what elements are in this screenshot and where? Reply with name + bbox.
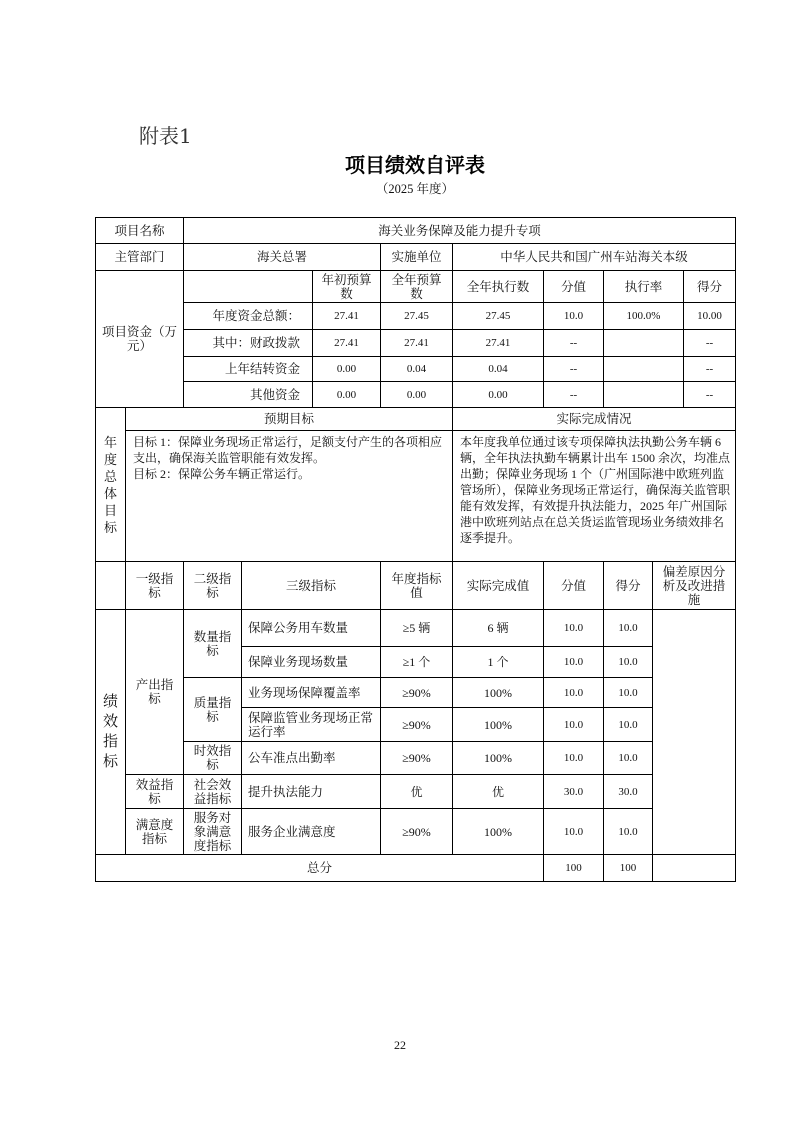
expected-goals-header: 预期目标 [126,408,453,431]
performance-indicators-label: 绩效指标 [103,694,119,770]
funds-header-blank [184,271,313,303]
target-value-cell: ≥90% [381,809,453,855]
indicator-header-target: 年度指标值 [381,562,453,610]
project-name-label: 项目名称 [96,218,184,244]
score-cell: 10.0 [604,678,653,708]
score-value-cell: 10.0 [544,742,604,775]
funds-label: 项目资金（万元） [96,271,184,408]
annual-budget-cell: 27.45 [381,303,453,330]
level2-indicator: 时效指标 [184,742,242,775]
score-value-cell: 10.0 [544,708,604,742]
funds-header-annual-budget: 全年预算数 [381,271,453,303]
indicator-header-level3: 三级指标 [242,562,381,610]
indicator-header-actual: 实际完成值 [453,562,544,610]
score-cell: 10.0 [604,647,653,678]
total-row [96,855,736,882]
level3-indicator: 保障公务用车数量 [242,610,381,647]
self-evaluation-table [95,217,736,882]
actual-value-cell: 100% [453,742,544,775]
execution-rate-cell [604,382,684,408]
actual-value-cell: 100% [453,678,544,708]
score-value-cell: 10.0 [544,678,604,708]
funds-row-label: 其中：财政拨款 [184,330,313,357]
annual-goals-label: 年度总体目标 [104,434,118,535]
indicator-header-deviation: 偏差原因分析及改进措施 [653,562,736,610]
annual-executed-cell: 27.45 [453,303,544,330]
score-cell: 10.0 [604,742,653,775]
funds-row [96,303,736,330]
level2-indicator: 服务对象满意度指标 [184,809,242,855]
score-cell: 10.0 [604,708,653,742]
initial-budget-cell: 0.00 [313,382,381,408]
annual-goals-label-cell [96,408,126,562]
score-value-cell: 10.0 [544,303,604,330]
score-value-cell: -- [544,357,604,382]
level3-indicator: 保障监管业务现场正常运行率 [242,708,381,742]
page-title: 项目绩效自评表 [345,153,485,177]
actual-value-cell: 100% [453,708,544,742]
initial-budget-cell: 27.41 [313,330,381,357]
indicator-row [96,742,736,775]
score-cell: 30.0 [604,775,653,809]
funds-row [96,357,736,382]
initial-budget-cell: 0.00 [313,357,381,382]
page-number: 22 [394,1038,406,1052]
target-value-cell: ≥90% [381,678,453,708]
score-value-cell: 10.0 [544,647,604,678]
level1-indicator: 效益指标 [126,775,184,809]
execution-rate-cell [604,330,684,357]
score-value-cell: -- [544,330,604,357]
level3-indicator: 提升执法能力 [242,775,381,809]
total-label: 总分 [96,855,544,882]
score-cell: -- [684,357,736,382]
expected-goal-1: 目标 1：保障业务现场正常运行，足额支付产生的各项相应支出，确保海关监管职能有效发挥。 [133,435,443,465]
target-value-cell: ≥5 辆 [381,610,453,647]
score-value-cell: 30.0 [544,775,604,809]
annual-budget-cell: 0.00 [381,382,453,408]
annual-executed-cell: 0.04 [453,357,544,382]
indicator-row [96,610,736,647]
target-value-cell: ≥90% [381,742,453,775]
target-value-cell: 优 [381,775,453,809]
score-cell: -- [684,330,736,357]
department-value: 海关总署 [184,244,381,271]
funds-header-score: 得分 [684,271,736,303]
expected-goal-2: 目标 2：保障公务车辆正常运行。 [133,467,311,481]
funds-header-annual-executed: 全年执行数 [453,271,544,303]
page-subtitle: （2025 年度） [375,182,455,196]
level3-indicator: 公车准点出勤率 [242,742,381,775]
annual-budget-cell: 0.04 [381,357,453,382]
funds-header-initial-budget: 年初预算数 [313,271,381,303]
score-value-cell: 10.0 [544,610,604,647]
indicator-header-level2: 二级指标 [184,562,242,610]
annual-executed-cell: 0.00 [453,382,544,408]
title-block [315,152,515,198]
funds-row-label: 年度资金总额： [184,303,313,330]
department-label: 主管部门 [96,244,184,271]
level3-indicator: 保障业务现场数量 [242,647,381,678]
funds-row [96,382,736,408]
implementing-unit-label: 实施单位 [381,244,453,271]
actual-value-cell: 1 个 [453,647,544,678]
funds-header-execution-rate: 执行率 [604,271,684,303]
annual-executed-cell: 27.41 [453,330,544,357]
project-name-value: 海关业务保障及能力提升专项 [184,218,736,244]
target-value-cell: ≥90% [381,708,453,742]
initial-budget-cell: 27.41 [313,303,381,330]
actual-results-content: 本年度我单位通过该专项保障执法执勤公务车辆 6 辆，全年执法执勤车辆累计出车 1500 余次，均准点出勤；保障业务现场 1 个（广州国际港中欧班列监管场所），保障业务现场正常运行，确保海关监管职能有效发挥，有效提升执法能力，2025 年广州国际港中欧班列站点在总关货运监管现场业务绩效排名逐季提升。 [453,431,736,562]
indicator-row [96,678,736,708]
level2-indicator: 质量指标 [184,678,242,742]
level2-indicator: 数量指标 [184,610,242,678]
actual-value-cell: 100% [453,809,544,855]
implementing-unit-value: 中华人民共和国广州车站海关本级 [453,244,736,271]
indicator-row [96,775,736,809]
actual-value-cell: 优 [453,775,544,809]
level2-indicator: 社会效益指标 [184,775,242,809]
total-score-value: 100 [544,855,604,882]
indicator-header-blank [96,562,126,610]
level3-indicator: 服务企业满意度 [242,809,381,855]
indicator-header-score: 得分 [604,562,653,610]
total-score: 100 [604,855,653,882]
level1-indicator: 产出指标 [126,610,184,775]
indicator-row [96,809,736,855]
funds-header-score-value: 分值 [544,271,604,303]
expected-goals-content [126,431,453,562]
execution-rate-cell [604,357,684,382]
performance-indicators-label-cell [96,610,126,855]
annual-budget-cell: 27.41 [381,330,453,357]
deviation-analysis-cell [653,610,736,855]
indicator-header-level1: 一级指标 [126,562,184,610]
actual-results-header: 实际完成情况 [453,408,736,431]
indicator-header-score-value: 分值 [544,562,604,610]
target-value-cell: ≥1 个 [381,647,453,678]
level1-indicator: 满意度指标 [126,809,184,855]
funds-row [96,330,736,357]
funds-row-label: 其他资金 [184,382,313,408]
score-cell: 10.0 [604,809,653,855]
execution-rate-cell: 100.0% [604,303,684,330]
score-cell: -- [684,382,736,408]
total-blank-cell [653,855,736,882]
actual-value-cell: 6 辆 [453,610,544,647]
funds-row-label: 上年结转资金 [184,357,313,382]
score-value-cell: -- [544,382,604,408]
score-cell: 10.00 [684,303,736,330]
level3-indicator: 业务现场保障覆盖率 [242,678,381,708]
appendix-label: 附表1 [139,124,192,148]
score-value-cell: 10.0 [544,809,604,855]
score-cell: 10.0 [604,610,653,647]
